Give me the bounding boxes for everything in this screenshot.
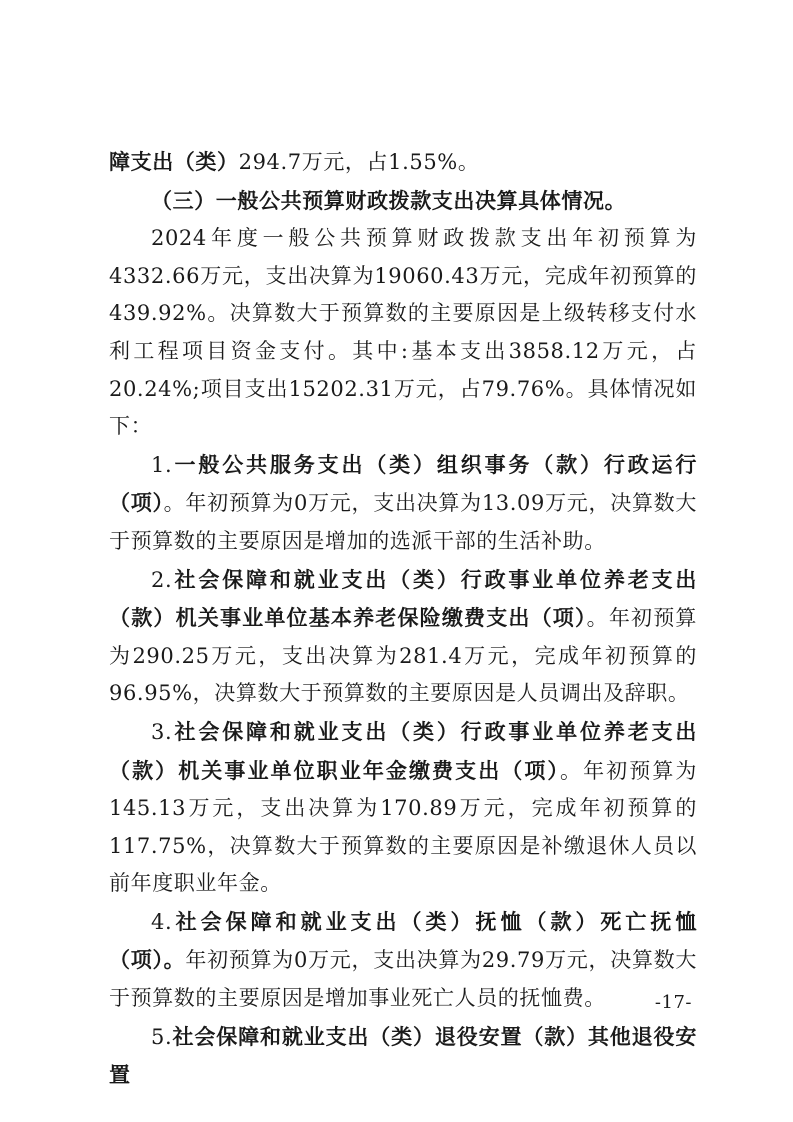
item-title: 社会保障和就业支出（类）退役安置（款）其他退役安置 — [109, 1023, 697, 1088]
item-title: 社会保障和就业支出（类）抚恤（款）死亡抚恤（项）。 — [109, 908, 697, 973]
text-run: 294.7万元，占1.55%。 — [238, 150, 480, 174]
section-heading — [109, 182, 697, 221]
text-run: 年初预算为0万元，支出决算为29.79万元，决算数大于预算数的主要原因是增加事业死亡人员的抚恤费。 — [109, 948, 698, 1011]
item-prefix: 4. — [151, 909, 173, 934]
body-text — [109, 143, 697, 1095]
paragraph-6 — [109, 903, 697, 1018]
page-number: -17- — [654, 992, 692, 1013]
paragraph-7 — [109, 1018, 697, 1095]
item-title: 一般公共服务支出（类）组织事务（款）行政运行（项） — [109, 451, 697, 516]
paragraph-5 — [109, 713, 697, 903]
item-title: 社会保障和就业支出（类）行政事业单位养老支出（款）机关事业单位职业年金缴费支出（项） — [109, 718, 697, 783]
item-prefix: 3. — [151, 719, 173, 744]
item-prefix: 5. — [151, 1024, 173, 1049]
paragraph-0 — [109, 143, 697, 182]
item-prefix: 2. — [151, 567, 173, 592]
item-title: 社会保障和就业支出（类）行政事业单位养老支出（款）机关事业单位基本养老保险缴费支出（项） — [109, 566, 697, 631]
heading-text: （三）一般公共预算财政拨款支出决算具体情况。 — [151, 187, 627, 213]
paragraph-2 — [109, 220, 697, 446]
text-run: 。年初预算为0万元，支出决算为13.09万元，决算数大于预算数的主要原因是增加的选派干部的生活补助。 — [109, 491, 697, 553]
text-run: 。年初预算为145.13万元，支出决算为170.89万元，完成年初预算的117.75%，决算数大于预算数的主要原因是补缴退休人员以前年度职业年金。 — [109, 758, 697, 896]
paragraph-4 — [109, 561, 697, 713]
bold-run: 障支出（类） — [109, 149, 239, 174]
text-run: 。年初预算为290.25万元，支出决算为281.4万元，完成年初预算的96.95%，决算数大于预算数的主要原因是人员调出及辞职。 — [109, 606, 698, 706]
item-prefix: 1. — [151, 452, 173, 477]
paragraph-3 — [109, 446, 697, 561]
text-run: 2024年度一般公共预算财政拨款支出年初预算为4332.66万元，支出决算为19060.43万元，完成年初预算的439.92%。决算数大于预算数的主要原因是上级转移支付水利工程项目资金支付。其中:基本支出3858.12万元，占20.24%;项目支出15202.31万元，占79.76%。具体情况如下： — [109, 226, 697, 439]
